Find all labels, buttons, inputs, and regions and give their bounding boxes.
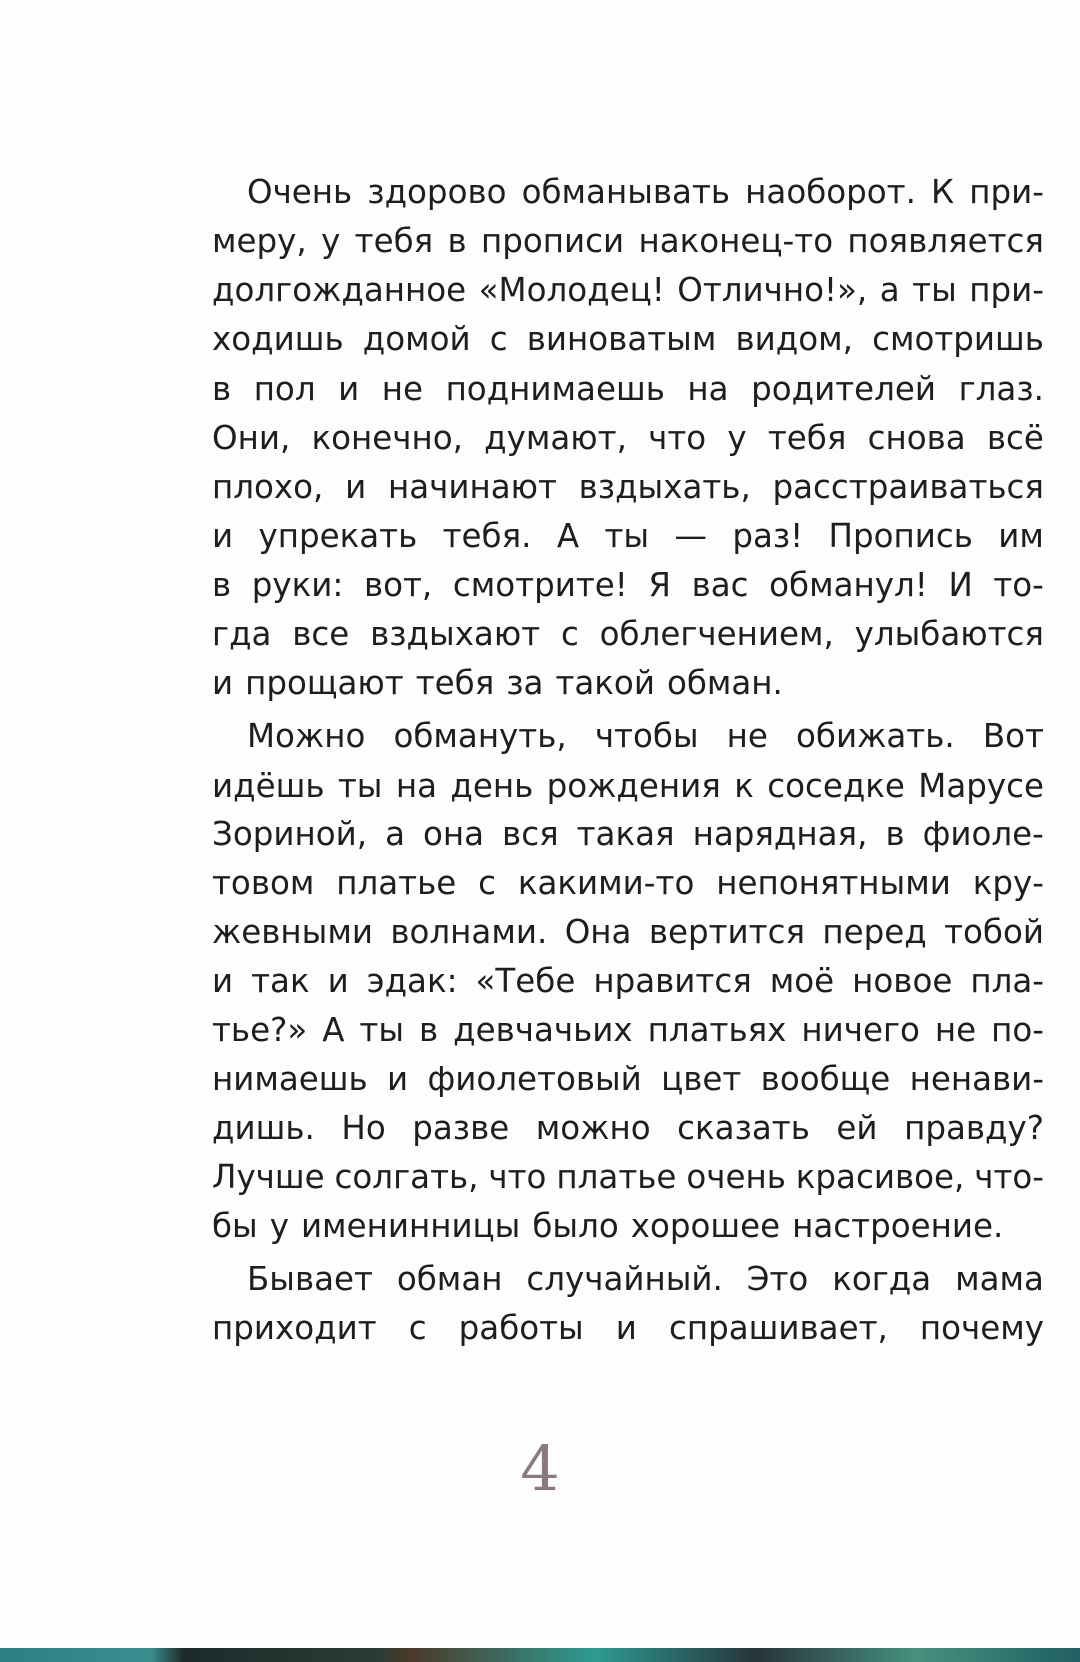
word: наоборот. <box>745 173 916 211</box>
word: дишь. <box>212 1109 315 1147</box>
word: Очень <box>247 173 353 211</box>
word: Марусе <box>918 767 1044 805</box>
text-line <box>212 559 1044 611</box>
word: начинают <box>387 468 557 506</box>
text-line <box>212 1302 1044 1354</box>
word: правду? <box>904 1109 1044 1147</box>
word: что <box>648 419 707 457</box>
word: Пропись <box>828 517 973 555</box>
word: хорошее <box>630 1207 781 1245</box>
word: тебя <box>415 664 495 702</box>
word: — <box>674 517 707 555</box>
word: не <box>934 1011 977 1049</box>
word: и <box>387 1060 409 1098</box>
word: снова <box>867 419 966 457</box>
word: такой <box>555 664 655 702</box>
word: на <box>687 370 729 408</box>
word: тье?» <box>212 1011 308 1049</box>
word: сказать <box>677 1109 810 1147</box>
word: почему <box>919 1309 1044 1347</box>
word: у <box>269 1207 289 1245</box>
word: домой <box>362 320 471 358</box>
word: нарядная, <box>692 815 868 853</box>
text-line <box>212 1200 1044 1252</box>
word: ненави- <box>909 1060 1044 1098</box>
word: за <box>506 664 544 702</box>
word: конечно, <box>311 419 463 457</box>
text-line <box>212 955 1044 1007</box>
text-line <box>212 461 1044 513</box>
word: тебя <box>767 419 847 457</box>
word: меру, <box>212 222 307 260</box>
word: здорово <box>367 173 507 211</box>
word: вздыхают <box>370 615 541 653</box>
word: цвет <box>661 1060 742 1098</box>
word: и <box>212 962 234 1000</box>
word: обман. <box>666 664 783 702</box>
word: при- <box>969 271 1044 309</box>
word: рождения <box>546 767 721 805</box>
word: упрекать <box>258 517 418 555</box>
word: мама <box>955 1260 1044 1298</box>
word: именинницы <box>300 1207 521 1245</box>
word: Лучше <box>212 1158 325 1196</box>
word: ты <box>359 1011 405 1049</box>
word: ходишь <box>212 320 344 358</box>
word: а <box>879 271 900 309</box>
word: волнами. <box>390 913 548 951</box>
word: долгожданное <box>212 271 467 309</box>
word: фиоле- <box>922 815 1044 853</box>
word: пол <box>253 370 316 408</box>
word: когда <box>832 1260 932 1298</box>
word: с <box>489 320 508 358</box>
text-line <box>212 1004 1044 1056</box>
word: расстраиваться <box>772 468 1044 506</box>
word: А <box>556 517 580 555</box>
word: виноватым <box>526 320 717 358</box>
word: вот, <box>363 566 433 604</box>
text-line <box>212 215 1044 267</box>
word: что- <box>974 1158 1044 1196</box>
word: видом, <box>735 320 853 358</box>
text-line <box>212 857 1044 909</box>
word: платье <box>556 1158 677 1196</box>
word: тебя. <box>442 517 532 555</box>
word: случайный. <box>526 1260 723 1298</box>
word: Но <box>341 1109 386 1147</box>
word: родителей <box>751 370 937 408</box>
word: кру- <box>972 864 1044 902</box>
text-line <box>247 166 1044 218</box>
word: ей <box>836 1109 878 1147</box>
word: жевными <box>212 913 373 951</box>
word: прощают <box>245 664 404 702</box>
text-line <box>212 906 1044 958</box>
word: обмануть, <box>393 717 567 755</box>
word: платьях <box>647 1011 787 1049</box>
word: прописи <box>481 222 625 260</box>
word: в <box>212 370 232 408</box>
word: в <box>885 815 905 853</box>
word: непонятными <box>716 864 951 902</box>
page-number: 4 <box>520 1432 560 1505</box>
word: нравится <box>593 962 752 1000</box>
word: обманул! <box>769 566 928 604</box>
text-line <box>212 510 1044 562</box>
word: Они, <box>212 419 291 457</box>
word: идёшь <box>212 767 325 805</box>
word: глаз. <box>958 370 1044 408</box>
word: то- <box>993 566 1044 604</box>
word: Это <box>746 1260 809 1298</box>
text-line <box>247 1253 1044 1305</box>
word: гда <box>212 615 272 653</box>
word: наконец-то <box>638 222 834 260</box>
word: «Молодец! <box>478 271 665 309</box>
word: и <box>212 517 234 555</box>
word: обижать. <box>796 717 955 755</box>
word: «Тебе <box>475 962 576 1000</box>
word: работы <box>458 1309 584 1347</box>
word: Я <box>648 566 671 604</box>
text-line <box>212 608 1044 660</box>
word: Она <box>564 913 632 951</box>
word: можно <box>535 1109 651 1147</box>
text-line <box>212 363 1044 415</box>
word: новое <box>852 962 953 1000</box>
text-line <box>212 313 1044 365</box>
word: так <box>251 962 310 1000</box>
word: вертится <box>648 913 805 951</box>
word: вас <box>691 566 749 604</box>
word: красивое, <box>795 1158 965 1196</box>
word: с <box>560 615 579 653</box>
word: К <box>931 173 955 211</box>
word: А <box>322 1011 345 1049</box>
word: моё <box>769 962 835 1000</box>
word: и <box>345 468 367 506</box>
word: у <box>321 222 341 260</box>
word: товом <box>212 864 315 902</box>
word: поднимаешь <box>445 370 665 408</box>
text-line <box>212 808 1044 860</box>
word: тебя <box>354 222 434 260</box>
word: вся <box>502 815 559 853</box>
word: в <box>212 566 232 604</box>
word: смотрите! <box>452 566 628 604</box>
word: плохо, <box>212 468 324 506</box>
word: день <box>450 767 534 805</box>
word: девчачьих <box>453 1011 633 1049</box>
word: настроение. <box>792 1207 1004 1245</box>
word: и <box>338 370 360 408</box>
text-line <box>212 1102 1044 1154</box>
word: было <box>532 1207 619 1245</box>
word: при- <box>969 173 1044 211</box>
word: руки: <box>251 566 344 604</box>
word: чтобы <box>594 717 699 755</box>
word: бы <box>212 1207 258 1245</box>
word: и <box>327 962 349 1000</box>
word: ты <box>604 517 650 555</box>
word: нимаешь <box>212 1060 368 1098</box>
text-line <box>247 710 1044 762</box>
word: пла- <box>970 962 1044 1000</box>
word: вздыхать, <box>578 468 751 506</box>
word: такая <box>576 815 675 853</box>
word: она <box>422 815 485 853</box>
word: не <box>726 717 768 755</box>
word: вообще <box>760 1060 891 1098</box>
word: что <box>488 1158 547 1196</box>
text-line <box>212 412 1044 464</box>
word: облегчением, <box>599 615 834 653</box>
word: фиолетовый <box>427 1060 642 1098</box>
word: улыбаются <box>854 615 1044 653</box>
word: обман <box>396 1260 503 1298</box>
word: им <box>998 517 1044 555</box>
word: Можно <box>247 717 366 755</box>
word: ты <box>337 767 383 805</box>
word: платье <box>336 864 457 902</box>
word: думают, <box>484 419 627 457</box>
word: смотришь <box>872 320 1044 358</box>
word: у <box>727 419 747 457</box>
word: соседке <box>767 767 905 805</box>
word: не <box>381 370 424 408</box>
word: эдак: <box>366 962 458 1000</box>
word: в <box>419 1011 439 1049</box>
text-line <box>212 760 1044 812</box>
bottom-illustration-edge <box>0 1648 1080 1662</box>
text-line <box>212 1053 1044 1105</box>
word: Бывает <box>247 1260 373 1298</box>
word: приходит <box>212 1309 377 1347</box>
text-line <box>212 264 1044 316</box>
word: Зориной, <box>212 815 368 853</box>
word: с <box>408 1309 427 1347</box>
word: появляется <box>847 222 1044 260</box>
word: Отлично!», <box>677 271 868 309</box>
word: тобой <box>944 913 1044 951</box>
word: спрашивает, <box>668 1309 888 1347</box>
word: обманывать <box>521 173 731 211</box>
text-line <box>212 657 1044 709</box>
word: всё <box>986 419 1044 457</box>
text-line <box>212 1151 1044 1203</box>
word: перед <box>822 913 927 951</box>
word: а <box>385 815 405 853</box>
word: И <box>948 566 973 604</box>
word: в <box>447 222 467 260</box>
word: Вот <box>982 717 1044 755</box>
word: с <box>478 864 496 902</box>
word: и <box>615 1309 637 1347</box>
word: все <box>292 615 350 653</box>
word: какими-то <box>517 864 695 902</box>
word: раз! <box>732 517 804 555</box>
word: солгать, <box>334 1158 479 1196</box>
word: разве <box>412 1109 510 1147</box>
word: по- <box>991 1011 1044 1049</box>
word: ты <box>912 271 957 309</box>
word: очень <box>686 1158 786 1196</box>
word: ничего <box>801 1011 920 1049</box>
word: к <box>734 767 754 805</box>
word: на <box>395 767 437 805</box>
word: и <box>212 664 234 702</box>
